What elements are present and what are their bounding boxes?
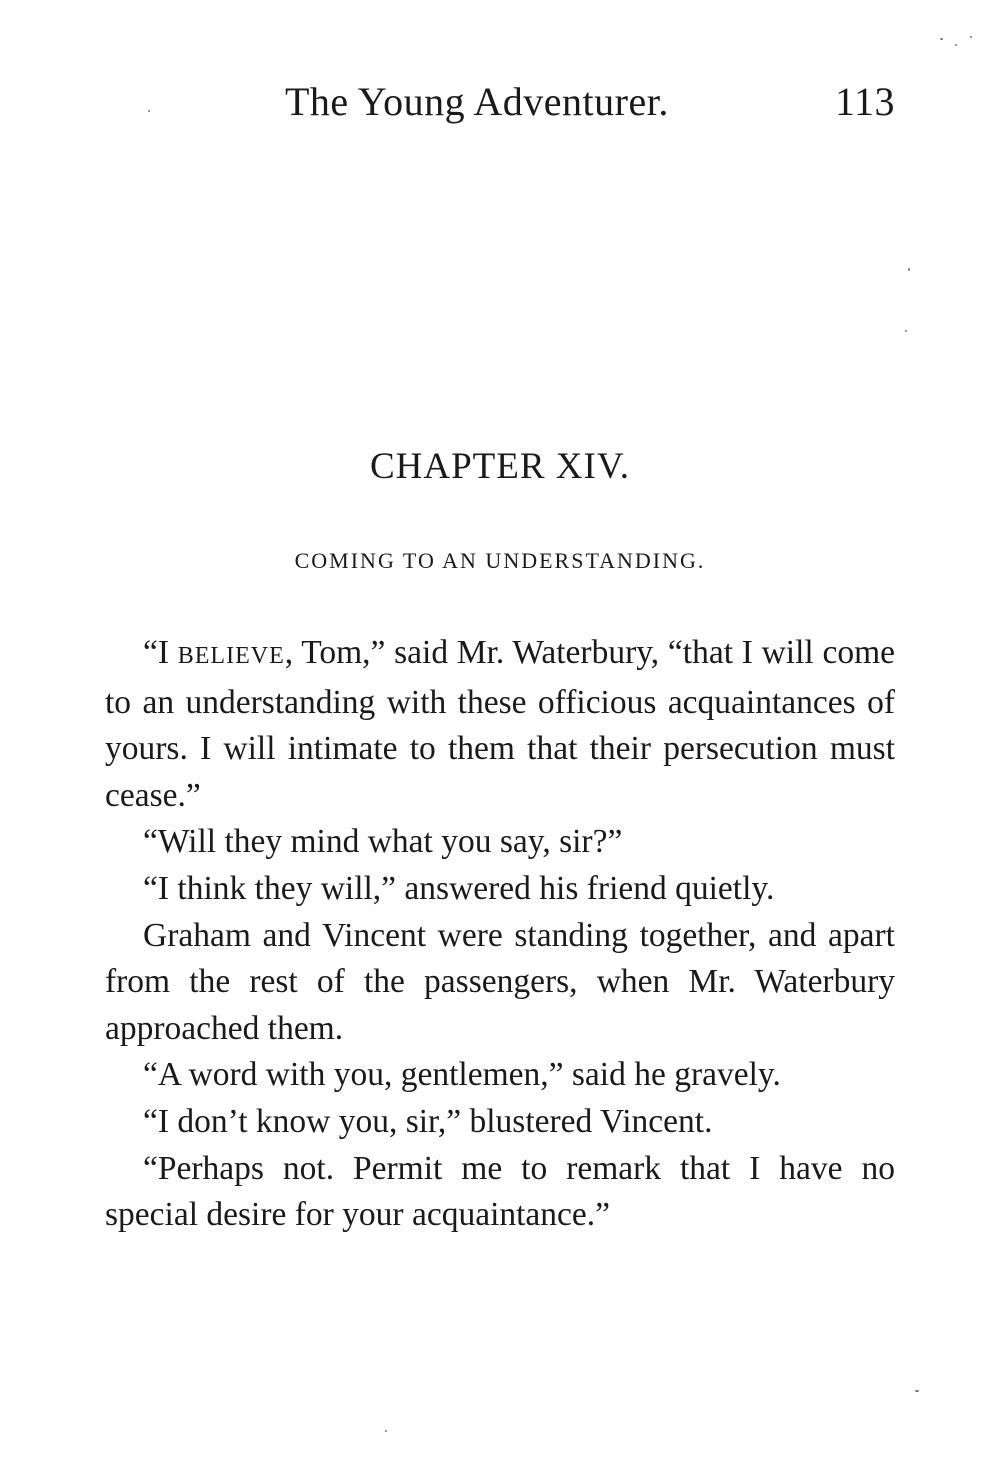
scan-speck bbox=[148, 110, 150, 112]
paragraph-1-open: “I bbox=[143, 634, 178, 671]
paragraph-2: “Will they mind what you say, sir?” bbox=[143, 823, 623, 861]
scan-speck bbox=[955, 44, 957, 46]
paragraph-4: Graham and Vincent were standing together, and apart from the rest of the passengers, when Mr. Waterbury approached them. bbox=[105, 916, 895, 1047]
paragraph-7: “Perhaps not. Permit me to remark that I have no special desire for your acquaintance.” bbox=[105, 1149, 895, 1234]
paragraph-6: “I don’t know you, sir,” blustered Vincent. bbox=[143, 1102, 713, 1140]
paragraph-5: “A word with you, gentlemen,” said he gravely. bbox=[143, 1056, 781, 1094]
scan-speck bbox=[385, 1430, 387, 1432]
scan-speck bbox=[970, 36, 972, 38]
running-title: The Young Adventurer. bbox=[285, 79, 669, 124]
scan-speck bbox=[940, 38, 943, 40]
chapter-subtitle: COMING TO AN UNDERSTANDING. bbox=[294, 548, 706, 573]
scan-speck bbox=[905, 330, 907, 332]
body-text bbox=[105, 630, 895, 1239]
page-number: 113 bbox=[834, 79, 895, 124]
scan-speck bbox=[915, 1390, 919, 1392]
paragraph-1-rest: , Tom,” said Mr. Waterbury, “that I will come to an understanding with these officious acquaintances of yours. I will intimate to them that their persecution must cease.” bbox=[105, 634, 896, 814]
running-head bbox=[285, 78, 895, 128]
paragraph-1-smallcaps: BELIEVE bbox=[177, 643, 285, 669]
chapter-heading: CHAPTER XIV. bbox=[369, 446, 631, 487]
paragraph-3: “I think they will,” answered his friend quietly. bbox=[143, 869, 775, 907]
scan-speck bbox=[908, 268, 910, 271]
paragraph-1 bbox=[105, 630, 895, 819]
